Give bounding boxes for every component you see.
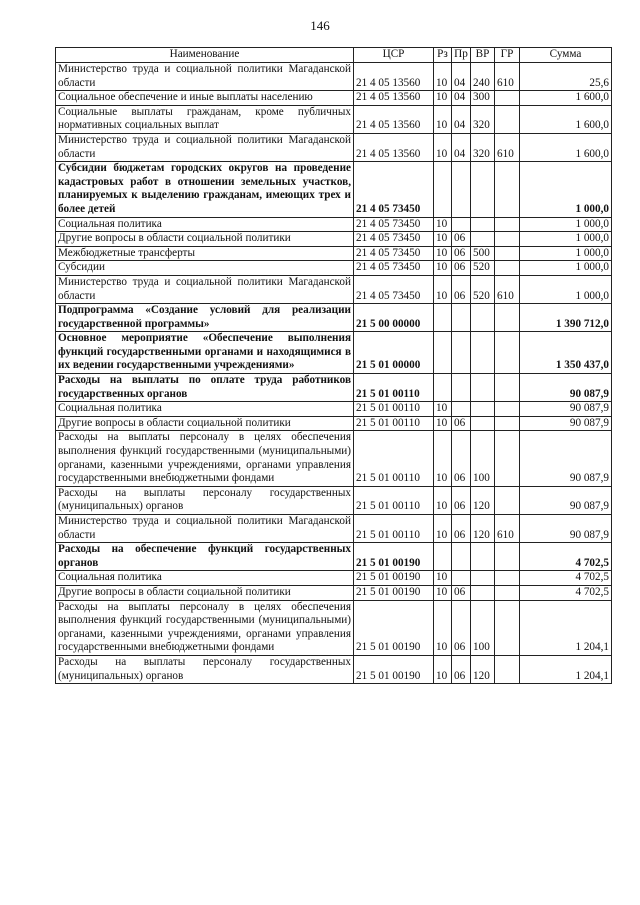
cell-pr: 06 <box>452 232 471 247</box>
cell-pr: 06 <box>452 416 471 431</box>
cell-gr <box>495 374 520 402</box>
cell-sum: 1 000,0 <box>520 261 612 276</box>
table-row <box>56 402 612 417</box>
cell-csr: 21 4 05 73450 <box>354 162 434 217</box>
cell-gr <box>495 332 520 374</box>
cell-vr: 500 <box>471 246 495 261</box>
cell-pr <box>452 332 471 374</box>
header-row <box>56 48 612 63</box>
cell-csr: 21 5 01 00190 <box>354 571 434 586</box>
cell-csr: 21 5 01 00190 <box>354 543 434 571</box>
cell-gr <box>495 543 520 571</box>
cell-pr: 06 <box>452 275 471 303</box>
cell-rz: 10 <box>434 416 452 431</box>
cell-sum: 4 702,5 <box>520 585 612 600</box>
cell-gr: 610 <box>495 515 520 543</box>
cell-csr: 21 4 05 13560 <box>354 105 434 133</box>
cell-rz: 10 <box>434 402 452 417</box>
cell-rz: 10 <box>434 571 452 586</box>
cell-gr <box>495 402 520 417</box>
cell-csr: 21 5 01 00110 <box>354 416 434 431</box>
cell-csr: 21 5 01 00110 <box>354 374 434 402</box>
cell-gr <box>495 431 520 486</box>
cell-sum: 1 390 712,0 <box>520 304 612 332</box>
table-row <box>56 162 612 217</box>
cell-rz: 10 <box>434 261 452 276</box>
cell-pr <box>452 217 471 232</box>
cell-sum: 1 204,1 <box>520 655 612 683</box>
cell-gr: 610 <box>495 63 520 91</box>
cell-name: Министерство труда и социальной политики Магаданской области <box>56 63 354 91</box>
cell-gr <box>495 91 520 106</box>
budget-table <box>55 47 612 684</box>
cell-csr: 21 5 01 00190 <box>354 655 434 683</box>
table-row <box>56 655 612 683</box>
cell-csr: 21 5 01 00110 <box>354 486 434 514</box>
cell-pr: 06 <box>452 515 471 543</box>
table-row <box>56 232 612 247</box>
cell-vr <box>471 571 495 586</box>
cell-name: Подпрограмма «Создание условий для реализации государственной программы» <box>56 304 354 332</box>
table-row <box>56 275 612 303</box>
cell-gr <box>495 246 520 261</box>
header-sum: Сумма <box>520 48 612 63</box>
cell-vr: 520 <box>471 275 495 303</box>
cell-sum: 1 000,0 <box>520 232 612 247</box>
cell-gr <box>495 600 520 655</box>
cell-name: Другие вопросы в области социальной политики <box>56 416 354 431</box>
cell-gr <box>495 105 520 133</box>
cell-sum: 90 087,9 <box>520 515 612 543</box>
cell-csr: 21 4 05 73450 <box>354 246 434 261</box>
cell-name: Расходы на выплаты персоналу государственных (муниципальных) органов <box>56 486 354 514</box>
cell-pr: 06 <box>452 246 471 261</box>
cell-gr: 610 <box>495 133 520 161</box>
cell-rz: 10 <box>434 91 452 106</box>
cell-sum: 4 702,5 <box>520 543 612 571</box>
cell-vr: 100 <box>471 600 495 655</box>
table-row <box>56 374 612 402</box>
cell-vr: 300 <box>471 91 495 106</box>
table-row <box>56 585 612 600</box>
cell-name: Министерство труда и социальной политики Магаданской области <box>56 515 354 543</box>
cell-csr: 21 5 00 00000 <box>354 304 434 332</box>
table-row <box>56 332 612 374</box>
cell-pr: 06 <box>452 600 471 655</box>
cell-vr <box>471 232 495 247</box>
cell-pr: 04 <box>452 63 471 91</box>
cell-rz <box>434 543 452 571</box>
table-row <box>56 431 612 486</box>
cell-pr <box>452 162 471 217</box>
cell-pr <box>452 571 471 586</box>
cell-vr <box>471 332 495 374</box>
cell-rz <box>434 332 452 374</box>
cell-vr: 320 <box>471 105 495 133</box>
cell-sum: 1 600,0 <box>520 133 612 161</box>
cell-name: Расходы на выплаты персоналу в целях обеспечения выполнения функций государственными (муниципальными) органами, казенными учреждениями, органами управления государственными внебюджетными фондами <box>56 431 354 486</box>
cell-csr: 21 5 01 00000 <box>354 332 434 374</box>
cell-rz: 10 <box>434 232 452 247</box>
table-row <box>56 91 612 106</box>
cell-vr <box>471 416 495 431</box>
cell-vr: 320 <box>471 133 495 161</box>
cell-csr: 21 4 05 73450 <box>354 217 434 232</box>
header-rz: Рз <box>434 48 452 63</box>
cell-csr: 21 5 01 00110 <box>354 402 434 417</box>
cell-vr: 100 <box>471 431 495 486</box>
cell-gr <box>495 162 520 217</box>
cell-pr: 04 <box>452 133 471 161</box>
cell-gr <box>495 655 520 683</box>
cell-sum: 25,6 <box>520 63 612 91</box>
cell-vr <box>471 585 495 600</box>
cell-name: Расходы на выплаты персоналу в целях обеспечения выполнения функций государственными (муниципальными) органами, казенными учреждениями, органами управления государственными внебюджетными фондами <box>56 600 354 655</box>
cell-csr: 21 5 01 00190 <box>354 585 434 600</box>
cell-rz: 10 <box>434 486 452 514</box>
cell-sum: 90 087,9 <box>520 374 612 402</box>
cell-name: Социальная политика <box>56 571 354 586</box>
header-gr: ГР <box>495 48 520 63</box>
cell-rz <box>434 162 452 217</box>
header-pr: Пр <box>452 48 471 63</box>
cell-csr: 21 4 05 73450 <box>354 275 434 303</box>
cell-csr: 21 4 05 13560 <box>354 133 434 161</box>
cell-pr: 04 <box>452 105 471 133</box>
cell-rz: 10 <box>434 655 452 683</box>
cell-csr: 21 5 01 00110 <box>354 515 434 543</box>
cell-pr: 04 <box>452 91 471 106</box>
cell-vr <box>471 402 495 417</box>
cell-name: Основное мероприятие «Обеспечение выполнения функций государственными органами и находящимися в их ведении государственными учреждениями» <box>56 332 354 374</box>
table-row <box>56 246 612 261</box>
cell-gr <box>495 217 520 232</box>
table-body <box>56 63 612 684</box>
cell-gr <box>495 304 520 332</box>
table-row <box>56 217 612 232</box>
cell-rz: 10 <box>434 133 452 161</box>
cell-vr: 120 <box>471 515 495 543</box>
cell-name: Министерство труда и социальной политики Магаданской области <box>56 275 354 303</box>
table-row <box>56 304 612 332</box>
cell-name: Социальное обеспечение и иные выплаты населению <box>56 91 354 106</box>
cell-vr: 120 <box>471 655 495 683</box>
table-row <box>56 600 612 655</box>
cell-name: Субсидии <box>56 261 354 276</box>
cell-gr <box>495 261 520 276</box>
table-row <box>56 486 612 514</box>
cell-vr: 120 <box>471 486 495 514</box>
cell-pr: 06 <box>452 261 471 276</box>
cell-pr <box>452 374 471 402</box>
cell-gr <box>495 585 520 600</box>
cell-sum: 1 000,0 <box>520 217 612 232</box>
cell-vr <box>471 374 495 402</box>
cell-pr: 06 <box>452 585 471 600</box>
cell-name: Другие вопросы в области социальной политики <box>56 232 354 247</box>
cell-sum: 4 702,5 <box>520 571 612 586</box>
cell-gr <box>495 232 520 247</box>
header-name: Наименование <box>56 48 354 63</box>
cell-rz: 10 <box>434 600 452 655</box>
page-number: 146 <box>310 18 330 33</box>
cell-gr: 610 <box>495 275 520 303</box>
cell-rz: 10 <box>434 275 452 303</box>
table-row <box>56 261 612 276</box>
cell-sum: 1 000,0 <box>520 275 612 303</box>
cell-name: Социальные выплаты гражданам, кроме публичных нормативных социальных выплат <box>56 105 354 133</box>
cell-vr <box>471 217 495 232</box>
cell-name: Министерство труда и социальной политики Магаданской области <box>56 133 354 161</box>
cell-rz: 10 <box>434 217 452 232</box>
cell-vr <box>471 304 495 332</box>
cell-sum: 1 350 437,0 <box>520 332 612 374</box>
cell-csr: 21 5 01 00190 <box>354 600 434 655</box>
table-row <box>56 571 612 586</box>
cell-name: Расходы на обеспечение функций государственных органов <box>56 543 354 571</box>
cell-sum: 1 000,0 <box>520 162 612 217</box>
cell-csr: 21 4 05 13560 <box>354 63 434 91</box>
cell-rz: 10 <box>434 585 452 600</box>
cell-name: Субсидии бюджетам городских округов на проведение кадастровых работ в отношении земельных участков, планируемых к выделению гражданам, имеющих трех и более детей <box>56 162 354 217</box>
table-row <box>56 543 612 571</box>
cell-sum: 1 600,0 <box>520 105 612 133</box>
cell-rz: 10 <box>434 105 452 133</box>
cell-rz <box>434 374 452 402</box>
cell-pr: 06 <box>452 655 471 683</box>
cell-name: Социальная политика <box>56 217 354 232</box>
table-row <box>56 63 612 91</box>
cell-gr <box>495 486 520 514</box>
cell-gr <box>495 416 520 431</box>
cell-rz <box>434 304 452 332</box>
cell-name: Другие вопросы в области социальной политики <box>56 585 354 600</box>
cell-sum: 90 087,9 <box>520 402 612 417</box>
cell-name: Расходы на выплаты персоналу государственных (муниципальных) органов <box>56 655 354 683</box>
cell-vr: 240 <box>471 63 495 91</box>
cell-pr <box>452 304 471 332</box>
table-header <box>56 48 612 63</box>
cell-vr: 520 <box>471 261 495 276</box>
table-row <box>56 515 612 543</box>
cell-gr <box>495 571 520 586</box>
cell-sum: 1 000,0 <box>520 246 612 261</box>
cell-sum: 1 600,0 <box>520 91 612 106</box>
cell-vr <box>471 543 495 571</box>
table-row <box>56 133 612 161</box>
cell-csr: 21 5 01 00110 <box>354 431 434 486</box>
cell-rz: 10 <box>434 63 452 91</box>
cell-rz: 10 <box>434 515 452 543</box>
cell-csr: 21 4 05 73450 <box>354 232 434 247</box>
cell-csr: 21 4 05 73450 <box>354 261 434 276</box>
cell-pr: 06 <box>452 486 471 514</box>
cell-pr: 06 <box>452 431 471 486</box>
cell-rz: 10 <box>434 431 452 486</box>
cell-name: Межбюджетные трансферты <box>56 246 354 261</box>
cell-sum: 1 204,1 <box>520 600 612 655</box>
cell-sum: 90 087,9 <box>520 416 612 431</box>
cell-sum: 90 087,9 <box>520 431 612 486</box>
cell-sum: 90 087,9 <box>520 486 612 514</box>
cell-name: Расходы на выплаты по оплате труда работников государственных органов <box>56 374 354 402</box>
table-row <box>56 416 612 431</box>
cell-pr <box>452 402 471 417</box>
cell-rz: 10 <box>434 246 452 261</box>
cell-vr <box>471 162 495 217</box>
cell-name: Социальная политика <box>56 402 354 417</box>
header-vr: ВР <box>471 48 495 63</box>
cell-csr: 21 4 05 13560 <box>354 91 434 106</box>
table-row <box>56 105 612 133</box>
header-csr: ЦСР <box>354 48 434 63</box>
cell-pr <box>452 543 471 571</box>
